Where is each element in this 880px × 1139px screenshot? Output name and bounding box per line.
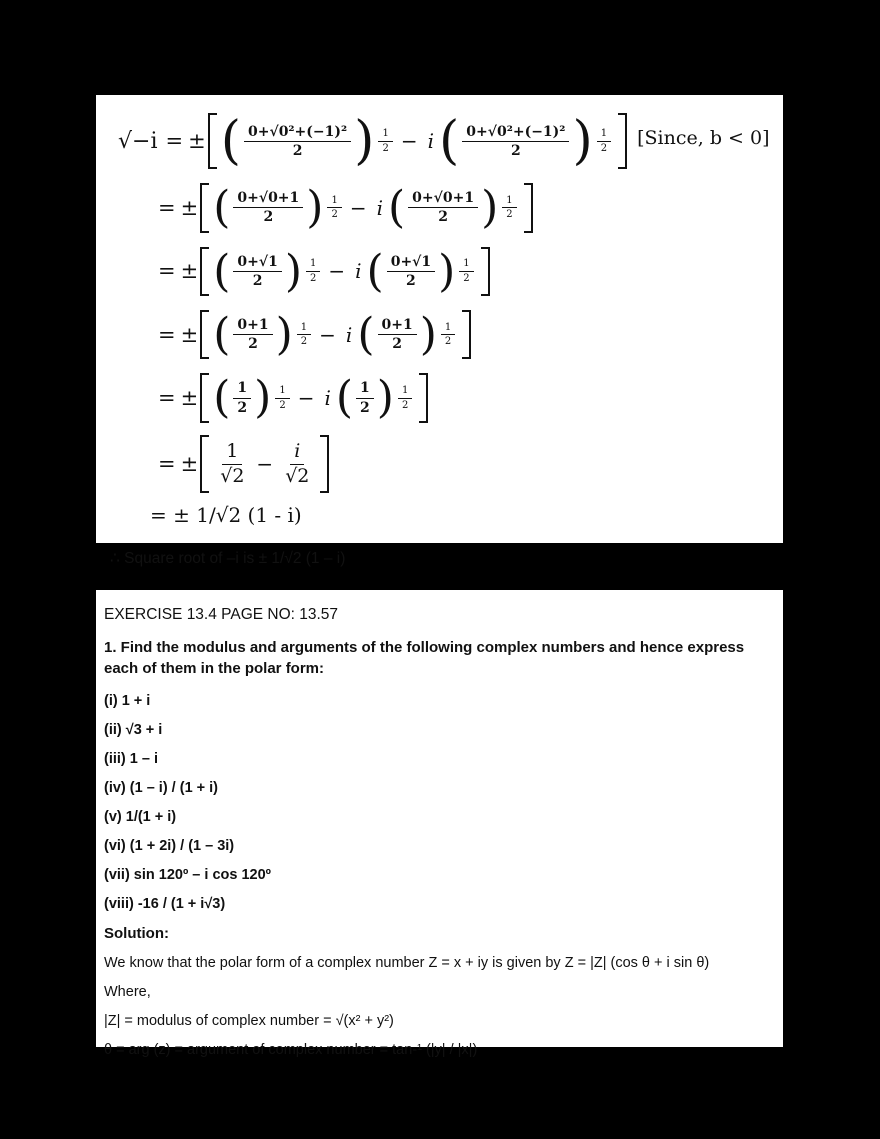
paren-group-1a <box>220 111 375 171</box>
bracket-right <box>618 113 627 169</box>
bracket-content <box>209 247 480 296</box>
list-item: (iv) (1 – i) / (1 + i) <box>104 780 219 797</box>
exponent-denominator: 2 <box>506 209 513 221</box>
fraction-numerator: 0+√0+1 <box>408 190 478 208</box>
exponent-fraction <box>324 195 344 221</box>
imaginary-unit: i <box>355 259 362 284</box>
solution-line: Where, <box>104 984 151 1001</box>
fraction-numerator: 1 <box>356 380 374 398</box>
list-item: (viii) -16 / (1 + i√3) <box>104 896 226 913</box>
exponent-4a <box>294 322 314 348</box>
math-line-7 <box>150 503 769 527</box>
paren-right: ) <box>419 308 437 360</box>
exponent-fraction <box>294 322 314 348</box>
fraction-denominator: √2 <box>285 464 310 487</box>
paren-right: ) <box>572 111 593 171</box>
fraction-numerator: 0+√0+1 <box>233 190 303 208</box>
solution-line: |Z| = modulus of complex number = √(x² + y²) <box>104 1013 394 1030</box>
exponent-1b <box>594 128 614 154</box>
fraction-5a <box>230 380 254 415</box>
paren-group-5b <box>335 372 394 424</box>
exponent-fraction <box>375 128 395 154</box>
fraction-numerator: 0+√1 <box>387 254 435 272</box>
exponent-2a <box>324 195 344 221</box>
exponent-denominator: 2 <box>279 399 286 411</box>
exponent-3a <box>303 258 323 284</box>
paren-right: ) <box>354 111 375 171</box>
fraction-numerator: 0+1 <box>378 317 417 335</box>
exponent-numerator: 1 <box>441 322 455 336</box>
paren-right: ) <box>438 245 456 297</box>
fraction-denominator: 2 <box>510 142 521 159</box>
list-item: (vii) sin 120º – i cos 120º <box>104 867 271 884</box>
fraction-6a <box>213 441 251 488</box>
minus-sign: − <box>328 259 346 284</box>
equals-sign: = <box>158 322 176 347</box>
equals-sign: = <box>158 452 176 477</box>
fraction-numerator: 1 <box>233 380 251 398</box>
exercise-panel <box>96 590 783 1059</box>
minus-sign: − <box>319 322 336 347</box>
bracket-left <box>200 310 209 359</box>
list-item: (ii) √3 + i <box>104 722 163 739</box>
fraction-6b <box>278 441 316 488</box>
exponent-numerator: 1 <box>306 258 320 272</box>
exponent-denominator: 2 <box>401 399 409 411</box>
fraction-3b <box>384 254 438 289</box>
bracket-group-3 <box>200 247 489 296</box>
exponent-5a <box>272 385 292 411</box>
math-derivation-panel <box>96 95 783 568</box>
fraction-numerator: 0+√1 <box>233 254 281 272</box>
math-line-6 <box>158 435 769 494</box>
bracket-group-4 <box>200 310 471 359</box>
exponent-numerator: 1 <box>327 195 341 209</box>
paren-group-2a <box>213 182 324 234</box>
plus-minus-sign: ± <box>180 452 199 477</box>
paren-left: ( <box>366 245 384 297</box>
equals-sign: = <box>165 129 184 154</box>
exercise-question: 1. Find the modulus and arguments of the following complex numbers and hence express each of them in the polar form: <box>104 639 745 677</box>
equals-sign: = <box>158 195 176 220</box>
exponent-fraction <box>594 128 614 154</box>
bracket-content <box>209 373 419 422</box>
paren-group-3b <box>366 245 456 297</box>
exponent-numerator: 1 <box>297 322 311 336</box>
bracket-left <box>200 373 209 422</box>
fraction-4a <box>230 317 275 352</box>
imaginary-unit: i <box>427 129 434 154</box>
paren-right: ) <box>284 245 302 297</box>
plus-minus-sign: ± <box>180 322 199 347</box>
fraction-denominator: 2 <box>438 209 448 226</box>
math-line-1 <box>118 113 769 169</box>
exponent-fraction <box>438 322 458 348</box>
bracket-group-1 <box>208 113 627 169</box>
paren-group-4b <box>357 308 437 360</box>
bracket-right <box>320 435 329 494</box>
list-item: (vi) (1 + 2i) / (1 – 3i) <box>104 838 235 855</box>
paren-group-3a <box>213 245 302 297</box>
list-item: (i) 1 + i <box>104 693 151 710</box>
math-line-2 <box>158 183 769 232</box>
fraction-denominator: 2 <box>406 272 416 289</box>
fraction-2a <box>230 190 306 225</box>
exponent-1a <box>375 128 395 154</box>
paren-right: ) <box>481 182 499 234</box>
plus-minus-sign: ± <box>188 129 206 154</box>
exponent-fraction <box>456 258 476 284</box>
fraction-numerator: 0+√0²+(−1)² <box>462 124 569 142</box>
minus-sign: − <box>256 452 274 477</box>
math-line-4 <box>158 310 769 359</box>
math-line-5 <box>158 373 769 422</box>
bracket-left <box>200 183 209 232</box>
fraction-4b <box>375 317 420 352</box>
exponent-denominator: 2 <box>300 336 308 348</box>
bracket-content <box>217 113 618 169</box>
paren-group-2b <box>388 182 499 234</box>
fraction-denominator: 2 <box>237 399 248 416</box>
since-note: [Since, b < 0] <box>637 127 770 149</box>
plus-minus-sign: ± <box>180 386 199 411</box>
solution-label: Solution: <box>104 925 169 943</box>
bracket-content <box>209 310 462 359</box>
exponent-fraction <box>499 195 519 221</box>
exponent-3b <box>456 258 476 284</box>
solution-line: We know that the polar form of a complex number Z = x + iy is given by Z = |Z| (cos θ + i sin θ) <box>104 955 710 972</box>
exponent-denominator: 2 <box>600 142 608 154</box>
fraction-numerator: 0+√0²+(−1)² <box>244 124 351 142</box>
fraction-numerator: 1 <box>222 441 242 465</box>
exponent-numerator: 1 <box>378 128 392 142</box>
bracket-content <box>209 435 320 494</box>
fraction-3a <box>230 254 284 289</box>
paren-left: ( <box>357 308 375 360</box>
exponent-numerator: 1 <box>275 385 289 399</box>
exercise-heading: EXERCISE 13.4 PAGE NO: 13.57 <box>104 606 339 623</box>
paren-left: ( <box>335 372 354 424</box>
fraction-denominator: 2 <box>360 399 370 416</box>
fraction-denominator: 2 <box>252 272 263 289</box>
paren-left: ( <box>220 111 242 171</box>
exponent-5b <box>395 385 415 411</box>
fraction-denominator: 2 <box>263 209 274 226</box>
equals-sign: = <box>158 386 176 411</box>
list-item: (v) 1/(1 + i) <box>104 809 177 826</box>
bracket-right <box>524 183 533 232</box>
conclusion-text: ∴ Square root of –i is ± 1/√2 (1 – i) <box>110 550 346 568</box>
paren-left: ( <box>213 182 231 234</box>
fraction-5b <box>353 380 377 415</box>
paren-left: ( <box>388 182 406 234</box>
bracket-left <box>200 435 209 494</box>
exponent-numerator: 1 <box>502 195 516 209</box>
fraction-1b <box>459 124 572 159</box>
paren-left: ( <box>213 308 231 360</box>
paren-group-4a <box>213 308 293 360</box>
paren-right: ) <box>376 372 394 424</box>
minus-sign: − <box>297 386 315 411</box>
final-expression: = ± 1/√2 (1 - i) <box>150 503 302 528</box>
paren-left: ( <box>213 372 231 424</box>
exponent-denominator: 2 <box>331 209 338 221</box>
exponent-numerator: 1 <box>398 385 412 399</box>
fraction-denominator: 2 <box>248 336 258 353</box>
bracket-left <box>200 247 209 296</box>
exponent-denominator: 2 <box>382 142 389 154</box>
list-item: (iii) 1 – i <box>104 751 158 768</box>
imaginary-unit: i <box>376 195 383 220</box>
bracket-right <box>481 247 490 296</box>
paren-group-1b <box>439 111 593 171</box>
exponent-denominator: 2 <box>309 272 317 284</box>
exponent-4b <box>438 322 458 348</box>
bracket-group-2 <box>200 183 532 232</box>
exponent-numerator: 1 <box>597 128 611 142</box>
plus-minus-sign: ± <box>180 195 199 220</box>
bracket-left <box>208 113 217 169</box>
plus-minus-sign: ± <box>180 259 199 284</box>
minus-sign: − <box>349 195 367 220</box>
fraction-denominator: 2 <box>392 336 402 353</box>
bracket-content <box>209 183 523 232</box>
math-line-3 <box>158 247 769 296</box>
paren-group-5a <box>213 372 272 424</box>
fraction-numerator: i <box>290 441 304 465</box>
lhs-sqrt-minus-i: √−i <box>118 128 158 154</box>
fraction-numerator: 0+1 <box>233 317 272 335</box>
bracket-right <box>419 373 428 422</box>
exponent-fraction <box>395 385 415 411</box>
exponent-denominator: 2 <box>463 272 470 284</box>
paren-right: ) <box>306 182 324 234</box>
minus-sign: − <box>400 129 418 154</box>
bracket-right <box>462 310 471 359</box>
imaginary-unit: i <box>324 386 331 411</box>
equals-sign: = <box>158 259 176 284</box>
exponent-denominator: 2 <box>444 336 452 348</box>
paren-right: ) <box>254 372 272 424</box>
exponent-numerator: 1 <box>459 258 473 272</box>
fraction-denominator: 2 <box>292 142 303 159</box>
fraction-denominator: √2 <box>220 464 245 487</box>
exponent-fraction <box>303 258 323 284</box>
paren-left: ( <box>213 245 231 297</box>
exponent-fraction <box>272 385 292 411</box>
fraction-2b <box>405 190 481 225</box>
paren-left: ( <box>439 111 460 171</box>
exponent-2b <box>499 195 519 221</box>
solution-line: θ = arg (z) = argument of complex number = tan-¹ (|y| / |x|) <box>104 1042 478 1059</box>
paren-right: ) <box>275 308 293 360</box>
fraction-1a <box>241 124 354 159</box>
bracket-group-6 <box>200 435 329 494</box>
bracket-group-5 <box>200 373 428 422</box>
imaginary-unit: i <box>345 322 353 347</box>
